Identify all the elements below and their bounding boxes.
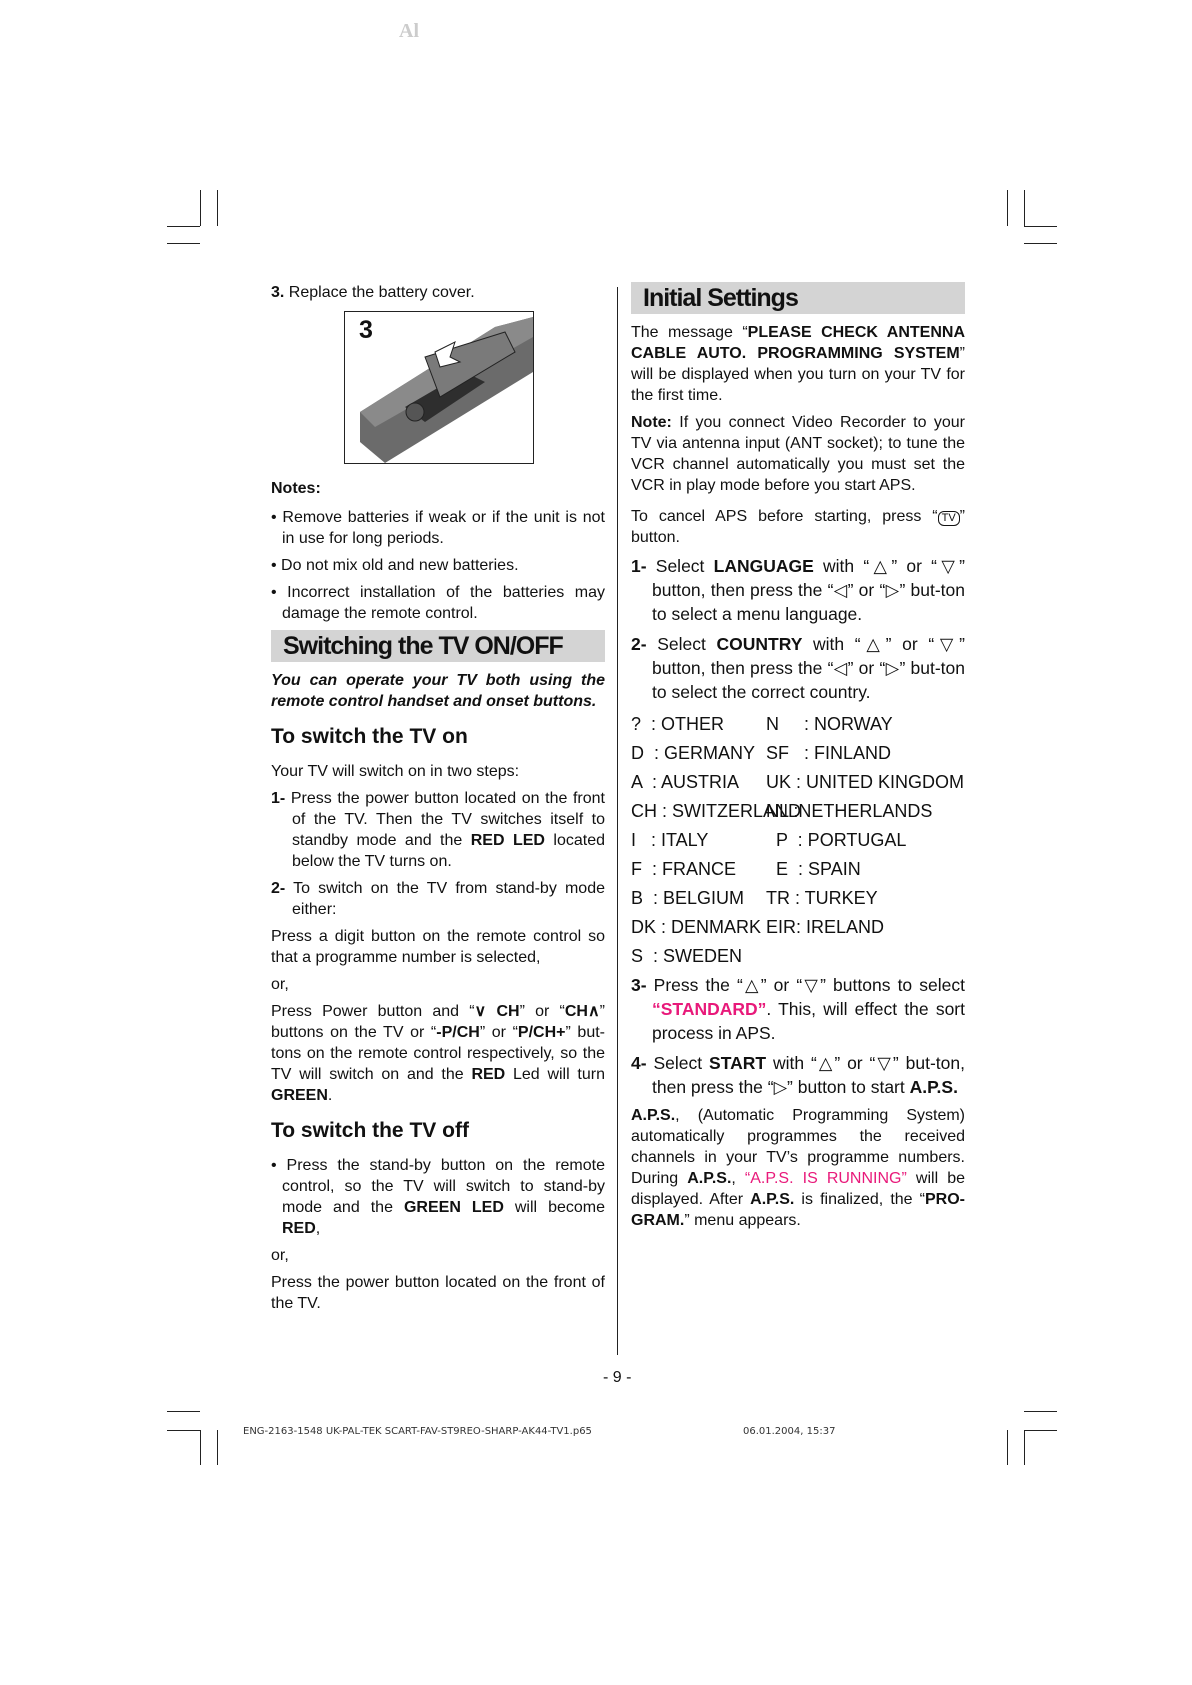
right-column (631, 282, 965, 1237)
country-entry: A : AUSTRIA (631, 772, 740, 792)
steps-3-4 (631, 973, 965, 1099)
paragraph (271, 788, 605, 872)
country-entry: TR : TURKEY (766, 888, 878, 908)
text-segment: 4- (631, 1053, 647, 1073)
switch-off-paragraphs (271, 1155, 605, 1314)
text-segment: ” will be displayed when you turn on your TV for the first time. (631, 345, 965, 404)
country-entry: CH : SWITZERLAND (631, 801, 802, 821)
crop-mark (1024, 226, 1057, 227)
country-entry: B : BELGIUM (631, 888, 745, 908)
country-entry: EIR: IRELAND (766, 917, 885, 937)
paragraph (631, 1051, 965, 1099)
text-segment: will be displayed. After (631, 1170, 966, 1208)
page-number: - 9 - (603, 1369, 632, 1386)
crop-mark (1007, 190, 1008, 226)
aps-description (631, 1105, 965, 1231)
steps-1-2 (631, 554, 965, 704)
text-segment: • Press the stand-by button on the remote control, so the TV will switch to stand-by mode and the (271, 1157, 605, 1216)
notes-title: Notes: (271, 480, 321, 497)
text-segment: ∨ CH (474, 1003, 520, 1020)
paragraph (271, 1245, 605, 1266)
cancel-text: To cancel APS before starting, press “ (631, 508, 938, 525)
text-segment: Led will turn (505, 1066, 605, 1083)
text-segment: PLEASE CHECK ANTENNA CABLE AUTO. PROGRAMMING SYSTEM (631, 324, 965, 362)
text-segment: with “△” or “▽” button, then press the “◁” or “▷” but-ton to select the correct country. (652, 634, 965, 702)
footer-filename: ENG-2163-1548 UK-PAL-TEK SCART-FAV-ST9REO-SHARP-AK44-TV1.p65 (243, 1426, 592, 1437)
figure-label: 3 (359, 316, 373, 344)
country-entry: S : SWEDEN (631, 946, 743, 966)
country-entry: F : FRANCE (631, 859, 737, 879)
paragraph (631, 322, 965, 406)
text-segment: Select (646, 634, 717, 654)
crop-mark (1024, 243, 1057, 244)
paragraph (271, 1272, 605, 1314)
text-segment: GREEN LED (403, 1199, 504, 1216)
text-segment: , (Automatic Programming System) automatically programmes the received channels in your TV’s programme numbers. During (631, 1107, 965, 1187)
text-segment: START (709, 1053, 767, 1073)
text-segment: Press Power button and “ (271, 1003, 475, 1020)
text-segment: , (315, 1220, 321, 1237)
country-entry: NL :NETHERLANDS (766, 801, 933, 821)
text-segment: A.P.S. (631, 1107, 676, 1124)
text-segment: “A.P.S. IS RUNNING” (744, 1170, 907, 1187)
country-entry: P : PORTUGAL (766, 830, 907, 850)
battery-cover-figure (344, 311, 534, 464)
text-segment: To switch on the TV from stand-by mode either: (285, 880, 605, 918)
paragraph (271, 878, 605, 920)
intro-text: You can operate your TV both using the remote control handset and onset buttons. (271, 672, 605, 710)
text-segment: Replace the battery cover. (284, 284, 475, 301)
text-segment: Press a digit button on the remote control so that a programme number is selected, (271, 928, 605, 966)
column-divider (617, 287, 618, 1355)
text-segment: “STANDARD” (652, 999, 767, 1019)
text-segment: P/CH+ (517, 1024, 566, 1041)
crop-mark (1024, 1430, 1057, 1431)
text-segment: with “△” or “▽” but-ton, then press the “▷” button to start (652, 1053, 965, 1097)
text-segment: PRO-GRAM. (631, 1191, 965, 1229)
text-segment: or, (271, 1247, 289, 1264)
text-segment: 2- (631, 634, 647, 654)
paragraph (271, 1155, 605, 1239)
crop-mark (167, 1430, 200, 1431)
intro-paragraphs (631, 322, 965, 496)
country-entry: E : SPAIN (766, 859, 861, 879)
country-entry: SF : FINLAND (766, 743, 892, 763)
text-segment: RED LED (470, 832, 545, 849)
section-title-initial-settings: Initial Settings (631, 282, 965, 314)
text-segment: A.P.S. (909, 1077, 958, 1097)
crop-mark (167, 1411, 200, 1412)
text-segment: A.P.S. (687, 1170, 732, 1187)
crop-mark (1007, 1430, 1008, 1465)
text-segment: ” buttons on the TV or “ (271, 1003, 605, 1041)
left-column (271, 282, 605, 1320)
remote-battery-illustration (345, 312, 533, 463)
switch-on-paragraphs (271, 761, 605, 1106)
paragraph (271, 1001, 605, 1106)
paragraph (631, 973, 965, 1045)
text-segment: RED (282, 1220, 316, 1237)
text-segment: 1- (271, 790, 286, 807)
cancel-text-2: ” button. (631, 508, 965, 546)
text-segment: Your TV will switch on in two steps: (271, 763, 520, 780)
text-segment: . This, will effect the sort process in APS. (652, 999, 965, 1043)
section-title-switching: Switching the TV ON/OFF (271, 630, 605, 662)
country-entry: I : ITALY (631, 830, 709, 850)
text-segment: ” or “ (519, 1003, 565, 1020)
note-item: • Remove batteries if weak or if the unit is not in use for long periods. (271, 509, 605, 547)
text-segment: Select (646, 556, 714, 576)
crop-mark (1024, 190, 1025, 226)
paragraph (271, 974, 605, 995)
cancel-aps-text (631, 506, 965, 548)
crop-mark (167, 226, 200, 227)
text-segment: will become (503, 1199, 606, 1216)
country-entry (766, 942, 966, 971)
text-segment: GREEN (271, 1087, 328, 1104)
text-segment: -P/CH (436, 1024, 480, 1041)
text-segment: ” but-tons on the remote control respectively, so the TV will switch on and the (271, 1024, 606, 1083)
note-item: • Do not mix old and new batteries. (271, 557, 519, 574)
country-entry: D : GERMANY (631, 743, 756, 763)
text-segment: , (731, 1170, 745, 1187)
heading-switch-on: To switch the TV on (271, 725, 468, 748)
paragraph (271, 926, 605, 968)
heading-switch-off: To switch the TV off (271, 1119, 469, 1142)
text-segment: If you connect Video Recorder to your TV via antenna input (ANT socket); to tune the VCR channel automatically you must set the VCR in play mode before you start APS. (631, 414, 965, 494)
paragraph (631, 554, 965, 626)
text-segment: with “△” or “▽” button, then press the “◁” or “▷” but-ton to select a menu language. (652, 556, 965, 624)
text-segment: is finalized, the “ (794, 1191, 925, 1208)
note-item: • Incorrect installation of the batteries may damage the remote control. (271, 584, 605, 622)
country-entry: N : NORWAY (766, 714, 893, 734)
text-segment: . (327, 1087, 333, 1104)
text-segment: A.P.S. (750, 1191, 795, 1208)
text-segment: The message “ (631, 324, 748, 341)
paragraph (631, 632, 965, 704)
tv-button-icon: TV (938, 511, 960, 526)
text-segment: LANGUAGE (713, 556, 814, 576)
text-segment: located below the TV turns on. (292, 832, 605, 870)
crop-mark (200, 1430, 201, 1465)
text-segment: CH∧ (564, 1003, 600, 1020)
text-segment: 1- (631, 556, 647, 576)
crop-mark (217, 190, 218, 226)
text-segment: Press the power button located on the front of the TV. (271, 1274, 605, 1312)
crop-mark (1024, 1411, 1057, 1412)
paragraph (631, 412, 965, 496)
text-segment: or, (271, 976, 289, 993)
text-segment: Press the power button located on the front of the TV. Then the TV switches itself to standby mode and the (285, 790, 605, 849)
text-segment: Press the “△” or “▽” buttons to select (646, 975, 965, 995)
paragraph (271, 761, 605, 782)
footer-date: 06.01.2004, 15:37 (743, 1426, 836, 1437)
country-entry: UK : UNITED KINGDOM (766, 772, 965, 792)
country-entry: DK : DENMARK (631, 917, 762, 937)
crop-mark (200, 190, 201, 226)
country-list (631, 710, 965, 971)
text-segment: ” or “ (479, 1024, 518, 1041)
text-segment: Select (646, 1053, 710, 1073)
step-3 (271, 282, 605, 303)
crop-mark (1024, 1430, 1025, 1465)
header-mark: Al (399, 20, 419, 42)
text-segment: 3- (631, 975, 647, 995)
text-segment: ” menu appears. (684, 1212, 801, 1229)
crop-mark (217, 1430, 218, 1465)
text-segment: Note: (631, 414, 672, 431)
crop-mark (167, 243, 200, 244)
text-segment: 2- (271, 880, 286, 897)
text-segment: COUNTRY (716, 634, 803, 654)
text-segment: 3. (271, 284, 285, 301)
text-segment: RED (471, 1066, 506, 1083)
country-entry: ? : OTHER (631, 714, 725, 734)
